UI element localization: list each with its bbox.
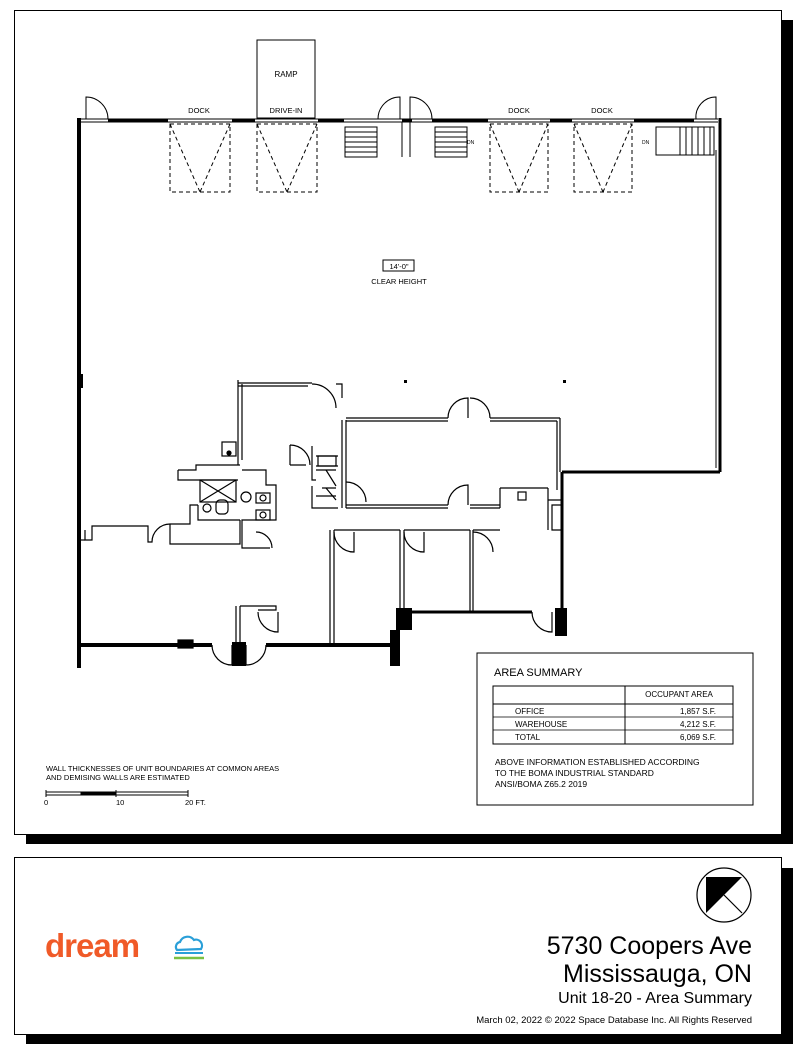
row-total-value: 6,069 S.F. — [679, 733, 716, 742]
boma-note-line-2: TO THE BOMA INDUSTRIAL STANDARD — [495, 768, 654, 778]
row-office-value: 1,857 S.F. — [679, 707, 716, 716]
ramp-label: RAMP — [274, 70, 298, 79]
boma-note-line-3: ANSI/BOMA Z65.2 2019 — [495, 779, 588, 789]
copyright-text: March 02, 2022 © 2022 Space Database Inc. All Rights Reserved — [476, 1015, 752, 1026]
down-label-2: DN — [642, 140, 650, 146]
north-arrow-icon — [695, 866, 753, 924]
boma-note-line-1: ABOVE INFORMATION ESTABLISHED ACCORDING — [495, 757, 700, 767]
dock-label-2: DOCK — [508, 106, 530, 115]
row-warehouse-value: 4,212 S.F. — [679, 720, 716, 729]
scale-tick-0: 0 — [44, 798, 49, 807]
clear-height-label: CLEAR HEIGHT — [371, 277, 427, 286]
wall-note-line-1: WALL THICKNESSES OF UNIT BOUNDARIES AT COMMON AREAS — [46, 764, 280, 773]
floor-plan — [15, 11, 781, 834]
scale-tick-20: 20 FT. — [185, 798, 206, 807]
dock-label-3: DOCK — [591, 106, 613, 115]
row-warehouse-label: WAREHOUSE — [515, 720, 568, 729]
area-summary-title: AREA SUMMARY — [494, 667, 583, 679]
dock-label-1: DOCK — [188, 106, 210, 115]
scale-bar — [46, 790, 188, 797]
plan-subtitle: Unit 18-20 - Area Summary — [558, 990, 752, 1007]
cloud-icon — [172, 932, 206, 960]
plan-panel — [14, 10, 782, 835]
down-label-1: DN — [467, 140, 475, 146]
occupant-area-header: OCCUPANT AREA — [645, 690, 713, 699]
address-line-2: Mississauga, ON — [563, 960, 752, 988]
dream-logo: dream — [45, 927, 140, 964]
area-summary-box — [477, 653, 753, 805]
wall-note-line-2: AND DEMISING WALLS ARE ESTIMATED — [46, 773, 190, 782]
row-office-label: OFFICE — [515, 707, 545, 716]
clear-height-value: 14'-0" — [389, 262, 409, 271]
address-line-1: 5730 Coopers Ave — [546, 932, 752, 960]
row-total-label: TOTAL — [515, 733, 541, 742]
down-label-3: DN — [380, 140, 388, 146]
scale-tick-10: 10 — [116, 798, 125, 807]
drive-in-label: DRIVE-IN — [269, 106, 303, 115]
